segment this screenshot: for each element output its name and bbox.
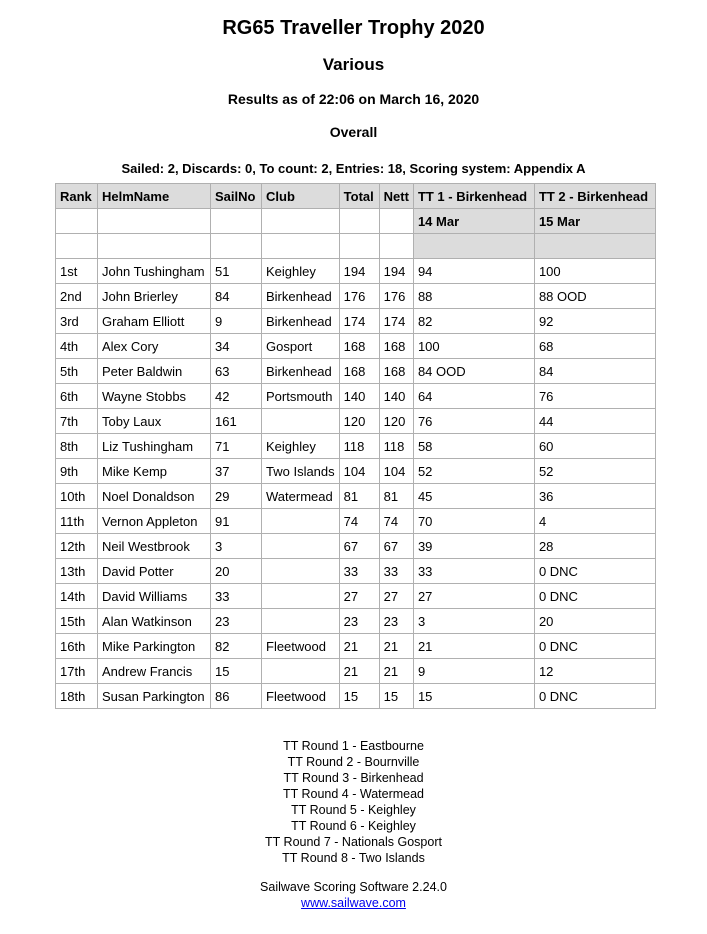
cell-race-1: 15: [413, 684, 534, 709]
cell-race-1: 52: [413, 459, 534, 484]
software-credit: Sailwave Scoring Software 2.24.0: [260, 880, 447, 894]
cell-helmname: Alex Cory: [98, 334, 211, 359]
cell-race-2: 100: [534, 259, 655, 284]
cell-sailno: 3: [211, 534, 262, 559]
table-row: [56, 609, 656, 634]
series-summary: Sailed: 2, Discards: 0, To count: 2, Entries: 18, Scoring system: Appendix A: [121, 161, 586, 176]
race-1-date: 14 Mar: [413, 209, 534, 234]
cell-helmname: John Tushingham: [98, 259, 211, 284]
cell-total: 21: [339, 634, 379, 659]
cell-total: 81: [339, 484, 379, 509]
cell-sailno: 63: [211, 359, 262, 384]
cell-rank: 6th: [56, 384, 98, 409]
cell-total: 23: [339, 609, 379, 634]
cell-helmname: Alan Watkinson: [98, 609, 211, 634]
table-row: [56, 634, 656, 659]
cell-race-1: 64: [413, 384, 534, 409]
col-rank: Rank: [56, 184, 98, 209]
cell-club: [262, 584, 340, 609]
cell-nett: 67: [379, 534, 413, 559]
cell-sailno: 37: [211, 459, 262, 484]
cell-club: Two Islands: [262, 459, 340, 484]
page-title: RG65 Traveller Trophy 2020: [222, 17, 485, 39]
cell-nett: 120: [379, 409, 413, 434]
table-row: [56, 434, 656, 459]
cell-rank: 5th: [56, 359, 98, 384]
cell-helmname: David Williams: [98, 584, 211, 609]
cell-sailno: 29: [211, 484, 262, 509]
cell-total: 176: [339, 284, 379, 309]
table-row: [56, 509, 656, 534]
cell-rank: 1st: [56, 259, 98, 284]
table-row: [56, 259, 656, 284]
table-row: [56, 309, 656, 334]
cell-helmname: Peter Baldwin: [98, 359, 211, 384]
cell-club: [262, 534, 340, 559]
cell-helmname: Wayne Stobbs: [98, 384, 211, 409]
cell-nett: 118: [379, 434, 413, 459]
col-helmname: HelmName: [98, 184, 211, 209]
cell-race-2: 0 DNC: [534, 684, 655, 709]
cell-nett: 21: [379, 634, 413, 659]
cell-sailno: 33: [211, 584, 262, 609]
col-club: Club: [262, 184, 340, 209]
cell-club: Keighley: [262, 434, 340, 459]
cell-helmname: Vernon Appleton: [98, 509, 211, 534]
col-race-2: TT 2 - Birkenhead: [534, 184, 655, 209]
table-row: [56, 534, 656, 559]
table-row: [56, 359, 656, 384]
cell-race-2: 36: [534, 484, 655, 509]
cell-helmname: Susan Parkington: [98, 684, 211, 709]
cell-helmname: Noel Donaldson: [98, 484, 211, 509]
cell-race-2: 52: [534, 459, 655, 484]
cell-race-2: 4: [534, 509, 655, 534]
cell-nett: 74: [379, 509, 413, 534]
col-race-1: TT 1 - Birkenhead: [413, 184, 534, 209]
cell-sailno: 71: [211, 434, 262, 459]
round-item: TT Round 7 - Nationals Gosport: [265, 835, 442, 849]
round-item: TT Round 5 - Keighley: [291, 803, 416, 817]
cell-rank: 18th: [56, 684, 98, 709]
cell-sailno: 51: [211, 259, 262, 284]
cell-helmname: Toby Laux: [98, 409, 211, 434]
cell-nett: 27: [379, 584, 413, 609]
page-subtitle: Various: [322, 55, 385, 74]
cell-race-1: 88: [413, 284, 534, 309]
cell-nett: 174: [379, 309, 413, 334]
cell-total: 118: [339, 434, 379, 459]
results-timestamp: Results as of 22:06 on March 16, 2020: [227, 91, 480, 107]
cell-race-1: 58: [413, 434, 534, 459]
cell-sailno: 15: [211, 659, 262, 684]
cell-nett: 194: [379, 259, 413, 284]
results-table: [55, 183, 656, 709]
cell-total: 120: [339, 409, 379, 434]
cell-race-2: 44: [534, 409, 655, 434]
race-date-row: [56, 209, 656, 234]
cell-sailno: 34: [211, 334, 262, 359]
race-2-date: 15 Mar: [534, 209, 655, 234]
cell-helmname: Andrew Francis: [98, 659, 211, 684]
cell-nett: 140: [379, 384, 413, 409]
cell-club: [262, 609, 340, 634]
cell-club: Fleetwood: [262, 684, 340, 709]
cell-race-2: 68: [534, 334, 655, 359]
cell-club: Portsmouth: [262, 384, 340, 409]
cell-club: Birkenhead: [262, 309, 340, 334]
table-row: [56, 284, 656, 309]
cell-total: 33: [339, 559, 379, 584]
cell-race-2: 0 DNC: [534, 584, 655, 609]
cell-race-2: 0 DNC: [534, 634, 655, 659]
rounds-list: [0, 738, 707, 866]
table-row: [56, 484, 656, 509]
cell-race-2: 84: [534, 359, 655, 384]
cell-sailno: 161: [211, 409, 262, 434]
cell-club: [262, 559, 340, 584]
cell-sailno: 42: [211, 384, 262, 409]
cell-nett: 168: [379, 334, 413, 359]
footer: [0, 879, 707, 911]
cell-rank: 16th: [56, 634, 98, 659]
cell-race-2: 0 DNC: [534, 559, 655, 584]
cell-club: Keighley: [262, 259, 340, 284]
table-row: [56, 409, 656, 434]
cell-rank: 8th: [56, 434, 98, 459]
cell-rank: 9th: [56, 459, 98, 484]
table-row: [56, 559, 656, 584]
col-nett: Nett: [379, 184, 413, 209]
cell-race-1: 21: [413, 634, 534, 659]
cell-club: Birkenhead: [262, 359, 340, 384]
cell-total: 168: [339, 359, 379, 384]
cell-race-1: 27: [413, 584, 534, 609]
cell-helmname: Neil Westbrook: [98, 534, 211, 559]
cell-nett: 81: [379, 484, 413, 509]
cell-total: 140: [339, 384, 379, 409]
cell-total: 21: [339, 659, 379, 684]
cell-sailno: 84: [211, 284, 262, 309]
cell-race-1: 100: [413, 334, 534, 359]
cell-race-2: 76: [534, 384, 655, 409]
cell-rank: 17th: [56, 659, 98, 684]
table-row: [56, 584, 656, 609]
cell-rank: 7th: [56, 409, 98, 434]
cell-race-1: 76: [413, 409, 534, 434]
cell-rank: 2nd: [56, 284, 98, 309]
cell-club: Watermead: [262, 484, 340, 509]
race-spacer-row: [56, 234, 656, 259]
cell-total: 15: [339, 684, 379, 709]
cell-helmname: Mike Parkington: [98, 634, 211, 659]
cell-total: 67: [339, 534, 379, 559]
cell-race-1: 45: [413, 484, 534, 509]
cell-nett: 21: [379, 659, 413, 684]
table-row: [56, 384, 656, 409]
cell-nett: 176: [379, 284, 413, 309]
cell-helmname: Graham Elliott: [98, 309, 211, 334]
cell-race-1: 9: [413, 659, 534, 684]
cell-race-1: 94: [413, 259, 534, 284]
cell-race-1: 70: [413, 509, 534, 534]
cell-sailno: 9: [211, 309, 262, 334]
round-item: TT Round 8 - Two Islands: [282, 851, 425, 865]
round-item: TT Round 2 - Bournville: [287, 755, 420, 769]
cell-rank: 13th: [56, 559, 98, 584]
cell-sailno: 91: [211, 509, 262, 534]
round-item: TT Round 1 - Eastbourne: [283, 739, 424, 753]
round-item: TT Round 4 - Watermead: [282, 787, 425, 801]
cell-nett: 23: [379, 609, 413, 634]
cell-rank: 15th: [56, 609, 98, 634]
results-body: [56, 209, 656, 709]
cell-race-1: 33: [413, 559, 534, 584]
cell-club: Fleetwood: [262, 634, 340, 659]
cell-total: 104: [339, 459, 379, 484]
cell-nett: 168: [379, 359, 413, 384]
cell-rank: 12th: [56, 534, 98, 559]
cell-race-2: 28: [534, 534, 655, 559]
cell-total: 74: [339, 509, 379, 534]
cell-race-1: 3: [413, 609, 534, 634]
cell-race-2: 92: [534, 309, 655, 334]
cell-nett: 33: [379, 559, 413, 584]
cell-race-1: 39: [413, 534, 534, 559]
cell-sailno: 86: [211, 684, 262, 709]
cell-helmname: David Potter: [98, 559, 211, 584]
header-row: [56, 184, 656, 209]
round-item: TT Round 6 - Keighley: [291, 819, 416, 833]
cell-total: 194: [339, 259, 379, 284]
col-sailno: SailNo: [211, 184, 262, 209]
table-row: [56, 659, 656, 684]
cell-club: [262, 409, 340, 434]
cell-sailno: 20: [211, 559, 262, 584]
cell-rank: 14th: [56, 584, 98, 609]
cell-total: 168: [339, 334, 379, 359]
cell-nett: 15: [379, 684, 413, 709]
cell-rank: 4th: [56, 334, 98, 359]
cell-sailno: 82: [211, 634, 262, 659]
cell-race-2: 12: [534, 659, 655, 684]
cell-race-1: 84 OOD: [413, 359, 534, 384]
cell-race-2: 20: [534, 609, 655, 634]
table-row: [56, 684, 656, 709]
cell-club: Birkenhead: [262, 284, 340, 309]
cell-helmname: John Brierley: [98, 284, 211, 309]
round-item: TT Round 3 - Birkenhead: [283, 771, 424, 785]
cell-club: [262, 509, 340, 534]
cell-total: 174: [339, 309, 379, 334]
table-row: [56, 459, 656, 484]
cell-helmname: Mike Kemp: [98, 459, 211, 484]
section-heading: Overall: [329, 124, 378, 140]
cell-rank: 11th: [56, 509, 98, 534]
cell-nett: 104: [379, 459, 413, 484]
cell-total: 27: [339, 584, 379, 609]
cell-rank: 3rd: [56, 309, 98, 334]
col-total: Total: [339, 184, 379, 209]
cell-club: Gosport: [262, 334, 340, 359]
table-row: [56, 334, 656, 359]
cell-race-2: 88 OOD: [534, 284, 655, 309]
cell-race-2: 60: [534, 434, 655, 459]
cell-sailno: 23: [211, 609, 262, 634]
cell-club: [262, 659, 340, 684]
cell-helmname: Liz Tushingham: [98, 434, 211, 459]
cell-rank: 10th: [56, 484, 98, 509]
cell-race-1: 82: [413, 309, 534, 334]
sailwave-link[interactable]: www.sailwave.com: [301, 896, 406, 910]
